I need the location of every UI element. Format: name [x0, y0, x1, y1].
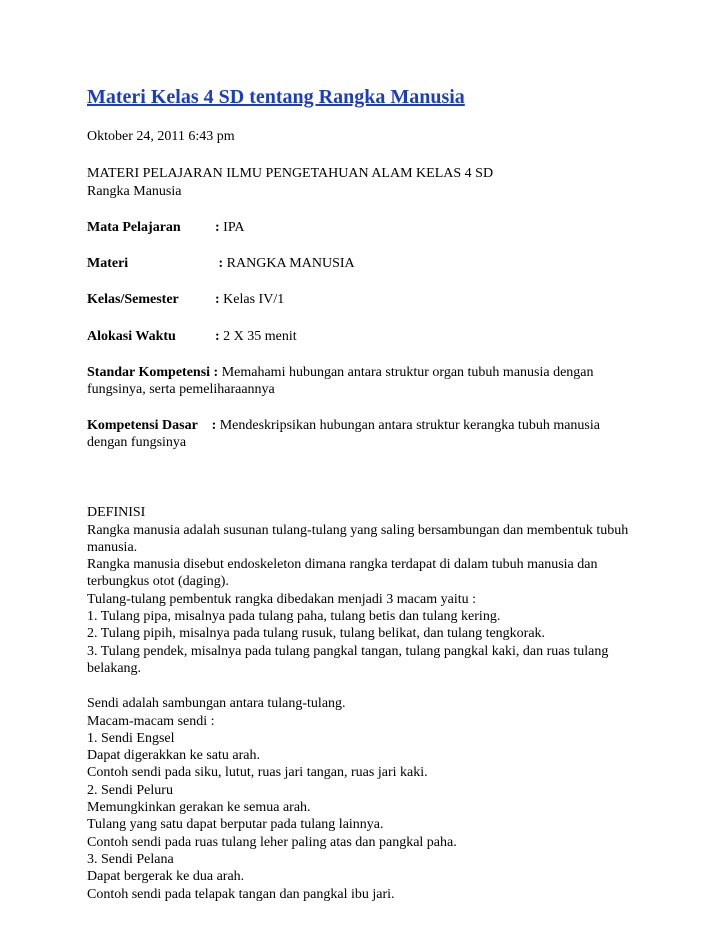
basic-competency-label: Kompetensi Dasar : — [87, 417, 217, 433]
definition-heading: DEFINISI — [87, 505, 146, 521]
info-label: Mata Pelajaran — [87, 219, 181, 235]
definition-line: 1. Tulang pipa, misalnya pada tulang paha, tulang betis dan tulang kering. — [87, 609, 501, 625]
basic-competency-line-1 — [87, 417, 687, 434]
info-colon: : — [215, 292, 220, 308]
info-colon: : — [215, 219, 220, 235]
page-title[interactable]: Materi Kelas 4 SD tentang Rangka Manusia — [87, 86, 465, 108]
joint-line: Memungkinkan gerakan ke semua arah. — [87, 800, 311, 816]
definition-line: Rangka manusia adalah susunan tulang-tulang yang saling bersambungan dan membentuk tubuh — [87, 522, 629, 538]
definition-line: Rangka manusia disebut endoskeleton dimana rangka terdapat di dalam tubuh manusia dan — [87, 557, 598, 573]
definition-line: belakang. — [87, 660, 142, 676]
standard-competency-text: Memahami hubungan antara struktur organ tubuh manusia dengan — [218, 365, 594, 381]
basic-competency-line-2: dengan fungsinya — [87, 434, 187, 450]
basic-competency — [87, 417, 687, 452]
info-colon: : — [215, 328, 220, 344]
joint-line: 1. Sendi Engsel — [87, 730, 175, 746]
info-value-text: 2 X 35 menit — [219, 328, 297, 344]
info-label: Alokasi Waktu — [87, 328, 176, 344]
subject-header — [87, 165, 687, 200]
joint-line: 3. Sendi Pelana — [87, 851, 174, 867]
joint-line: 2. Sendi Peluru — [87, 782, 173, 798]
info-label: Materi — [87, 256, 129, 272]
info-value-text: RANGKA MANUSIA — [223, 256, 355, 272]
joint-line: Contoh sendi pada telapak tangan dan pangkal ibu jari. — [87, 886, 395, 902]
info-value — [215, 219, 687, 236]
joint-line: Macam-macam sendi : — [87, 713, 215, 729]
info-label: Kelas/Semester — [87, 292, 179, 308]
definition-section — [87, 504, 687, 677]
info-value — [215, 291, 687, 308]
subject-header-line-1: MATERI PELAJARAN ILMU PENGETAHUAN ALAM KELAS 4 SD — [87, 166, 494, 182]
standard-competency-line-1 — [87, 364, 687, 381]
info-row-material — [87, 255, 687, 272]
definition-line: Tulang-tulang pembentuk rangka dibedakan menjadi 3 macam yaitu : — [87, 591, 477, 607]
definition-line: terbungkus otot (daging). — [87, 574, 229, 590]
document-page — [87, 84, 687, 903]
standard-competency-label: Standar Kompetensi : — [87, 365, 219, 381]
standard-competency-line-2: fungsinya, serta pemeliharaannya — [87, 382, 275, 398]
info-row-time — [87, 328, 687, 345]
info-value — [215, 328, 687, 345]
info-row-subject — [87, 219, 687, 236]
joint-section — [87, 695, 687, 903]
joint-line: Contoh sendi pada siku, lutut, ruas jari tangan, ruas jari kaki. — [87, 765, 428, 781]
joint-line: Tulang yang satu dapat berputar pada tulang lainnya. — [87, 817, 384, 833]
joint-line: Dapat digerakkan ke satu arah. — [87, 748, 260, 764]
info-value-text: IPA — [219, 219, 245, 235]
basic-competency-text: Mendeskripsikan hubungan antara struktur kerangka tubuh manusia — [216, 417, 600, 433]
definition-line: 3. Tulang pendek, misalnya pada tulang pangkal tangan, tulang pangkal kaki, dan ruas tulang — [87, 643, 609, 659]
info-colon: : — [215, 256, 224, 272]
joint-line: Sendi adalah sambungan antara tulang-tulang. — [87, 696, 346, 712]
definition-line: 2. Tulang pipih, misalnya pada tulang rusuk, tulang belikat, dan tulang tengkorak. — [87, 626, 546, 642]
subject-header-line-2: Rangka Manusia — [87, 183, 182, 199]
post-date: Oktober 24, 2011 6:43 pm — [87, 129, 235, 144]
info-value-text: Kelas IV/1 — [219, 292, 285, 308]
joint-line: Contoh sendi pada ruas tulang leher paling atas dan pangkal paha. — [87, 834, 457, 850]
info-row-class — [87, 291, 687, 308]
standard-competency — [87, 364, 687, 399]
info-value — [215, 255, 687, 272]
definition-line: manusia. — [87, 539, 138, 555]
joint-line: Dapat bergerak ke dua arah. — [87, 869, 245, 885]
